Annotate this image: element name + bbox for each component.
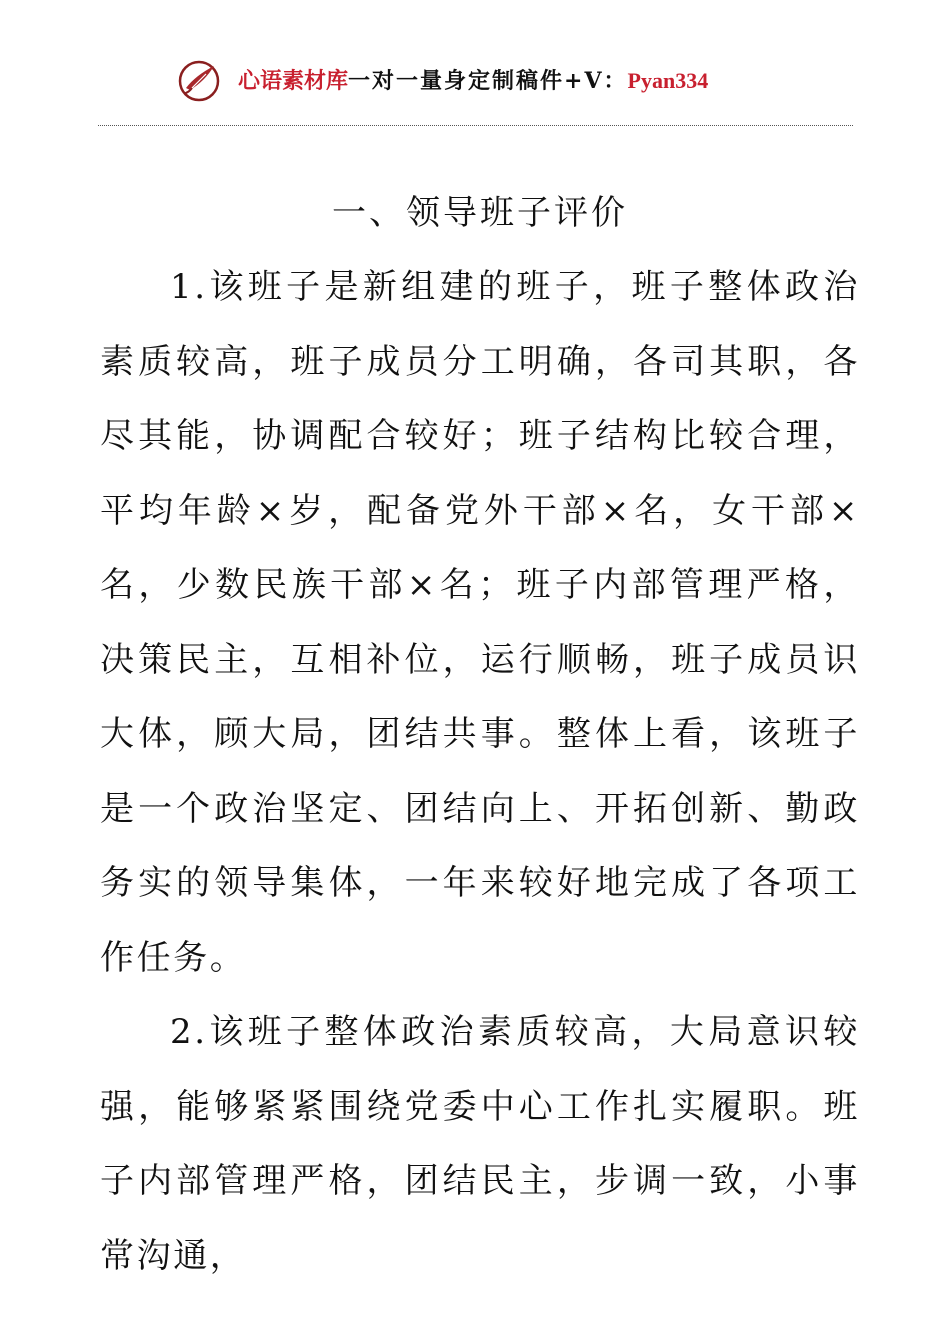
- header-banner-text: [238, 66, 708, 96]
- header-divider: [98, 125, 853, 126]
- paragraph-2: 2.该班子整体政治素质较高，大局意识较强，能够紧紧围绕党委中心工作扎实履职。班子内部管理严格，团结民主，步调一致，小事常沟通，: [100, 1012, 860, 1276]
- document-body: [100, 176, 860, 1293]
- brand-name: 心语素材库: [238, 68, 349, 94]
- header-slogan: 一对一量身定制稿件+V：: [348, 68, 628, 94]
- section-heading: 一、领导班子评价: [332, 193, 628, 233]
- page-header: [0, 54, 950, 110]
- quill-pen-logo-icon: [176, 58, 222, 104]
- paragraph-1: 1.该班子是新组建的班子，班子整体政治素质较高，班子成员分工明确，各司其职，各尽其能，协调配合较好；班子结构比较合理，平均年龄×岁，配备党外干部×名，女干部×名，少数民族干部×名；班子内部管理严格，决策民主，互相补位，运行顺畅，班子成员识大体，顾大局，团结共事。整体上看，该班子是一个政治坚定、团结向上、开拓创新、勤政务实的领导集体，一年来较好地完成了各项工作任务。: [100, 267, 860, 978]
- contact-id: Pyan334: [627, 68, 709, 93]
